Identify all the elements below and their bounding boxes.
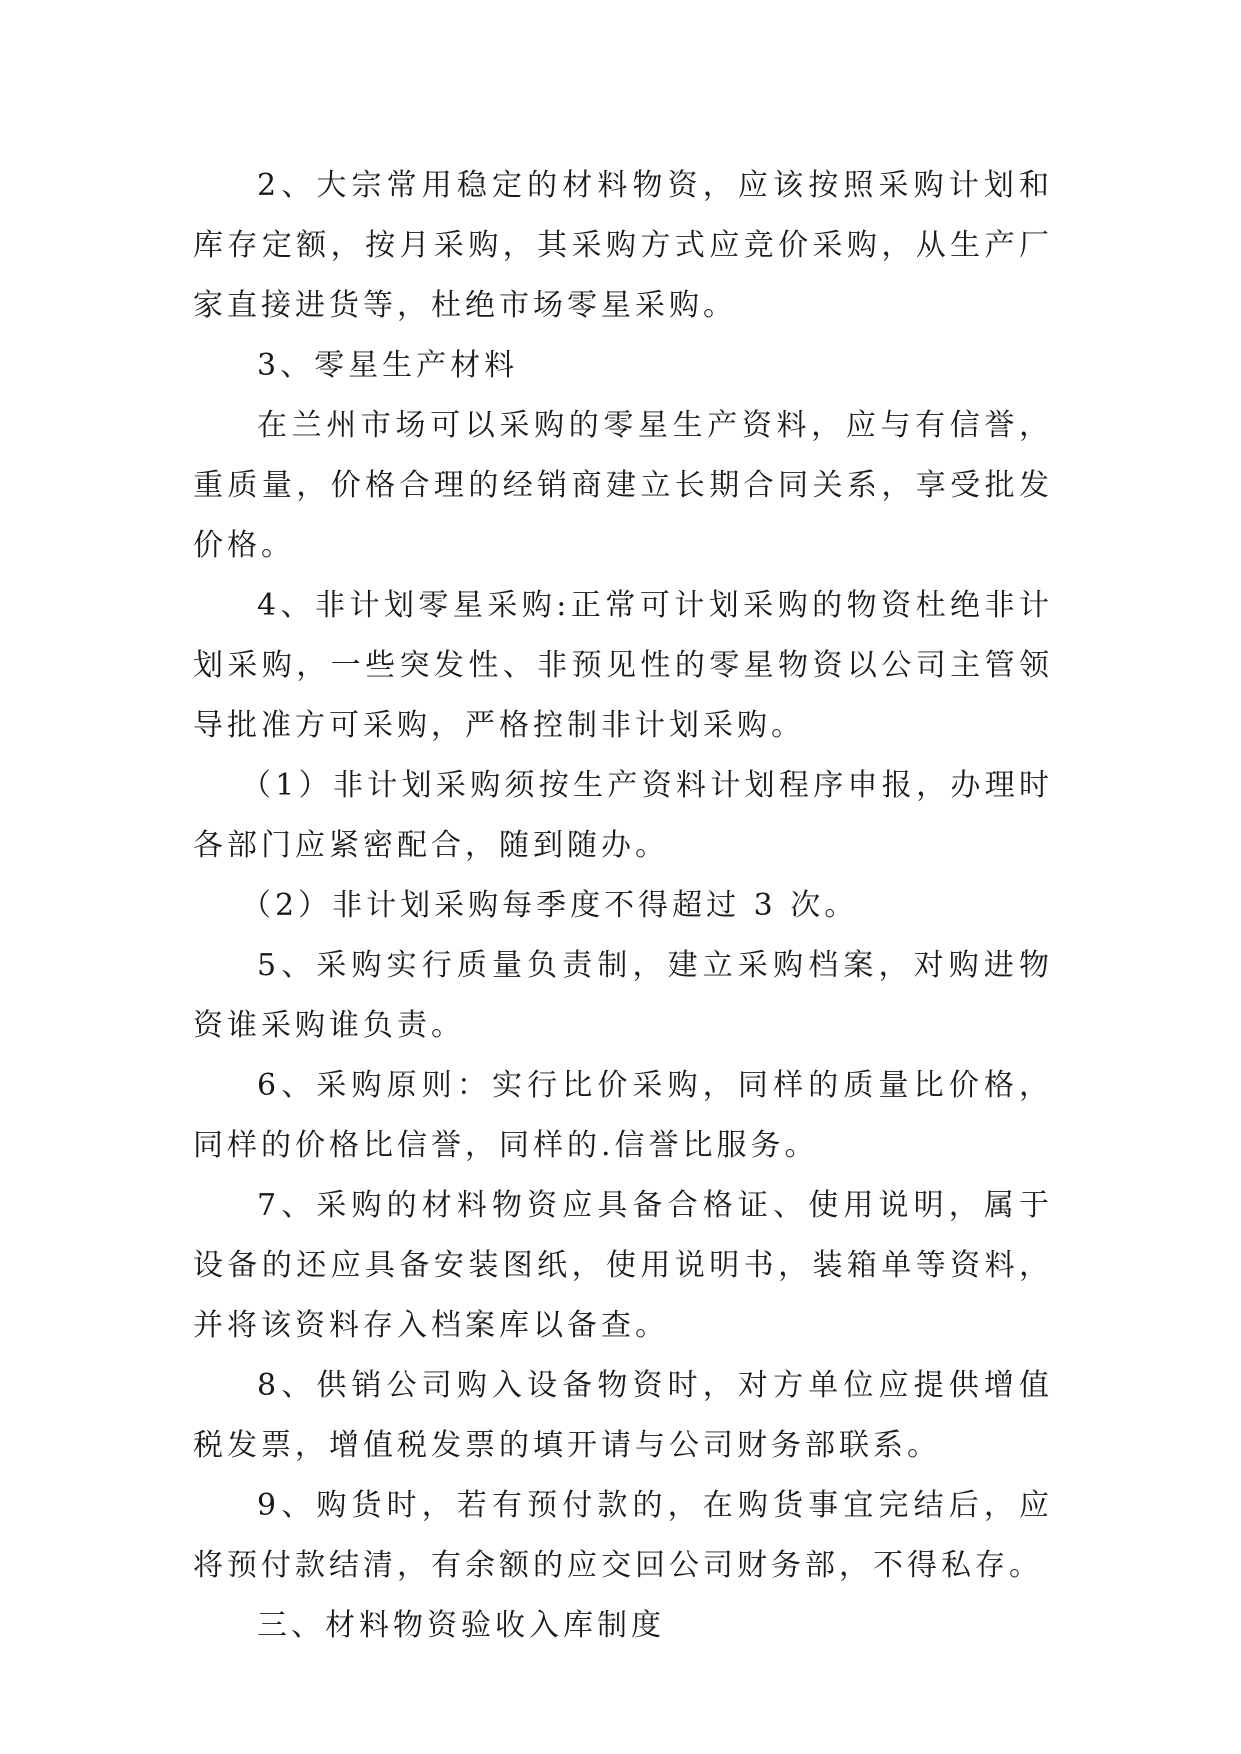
paragraph-item-4-sub-1: （1）非计划采购须按生产资料计划程序申报，办理时各部门应紧密配合，随到随办。 — [193, 768, 1053, 863]
paragraph-item-8: 8、供销公司购入设备物资时，对方单位应提供增值税发票，增值税发票的填开请与公司财务部联系。 — [193, 1368, 1053, 1463]
paragraph-item-4-sub-2: （2）非计划采购每季度不得超过 3 次。 — [241, 888, 859, 923]
document-body — [193, 156, 1053, 1656]
paragraph-item-3-heading: 3、零星生产材料 — [257, 348, 519, 383]
paragraph-item-6: 6、采购原则：实行比价采购，同样的质量比价格，同样的价格比信誉，同样的.信誉比服务。 — [193, 1068, 1053, 1163]
paragraph-item-3-body: 在兰州市场可以采购的零星生产资料，应与有信誉，重质量，价格合理的经销商建立长期合同关系，享受批发价格。 — [193, 408, 1053, 563]
paragraph-item-5: 5、采购实行质量负责制，建立采购档案，对购进物资谁采购谁负责。 — [193, 948, 1053, 1043]
section-heading-3: 三、材料物资验收入库制度 — [257, 1608, 665, 1643]
paragraph-item-2: 2、大宗常用稳定的材料物资，应该按照采购计划和库存定额，按月采购，其采购方式应竞价采购，从生产厂家直接进货等，杜绝市场零星采购。 — [193, 168, 1053, 323]
paragraph-item-7: 7、采购的材料物资应具备合格证、使用说明，属于设备的还应具备安装图纸，使用说明书，装箱单等资料，并将该资料存入档案库以备查。 — [193, 1188, 1053, 1343]
paragraph-item-4: 4、非计划零星采购:正常可计划采购的物资杜绝非计划采购，一些突发性、非预见性的零星物资以公司主管领导批准方可采购，严格控制非计划采购。 — [193, 588, 1053, 743]
paragraph-item-9: 9、购货时，若有预付款的，在购货事宜完结后，应将预付款结清，有余额的应交回公司财务部，不得私存。 — [193, 1488, 1053, 1583]
